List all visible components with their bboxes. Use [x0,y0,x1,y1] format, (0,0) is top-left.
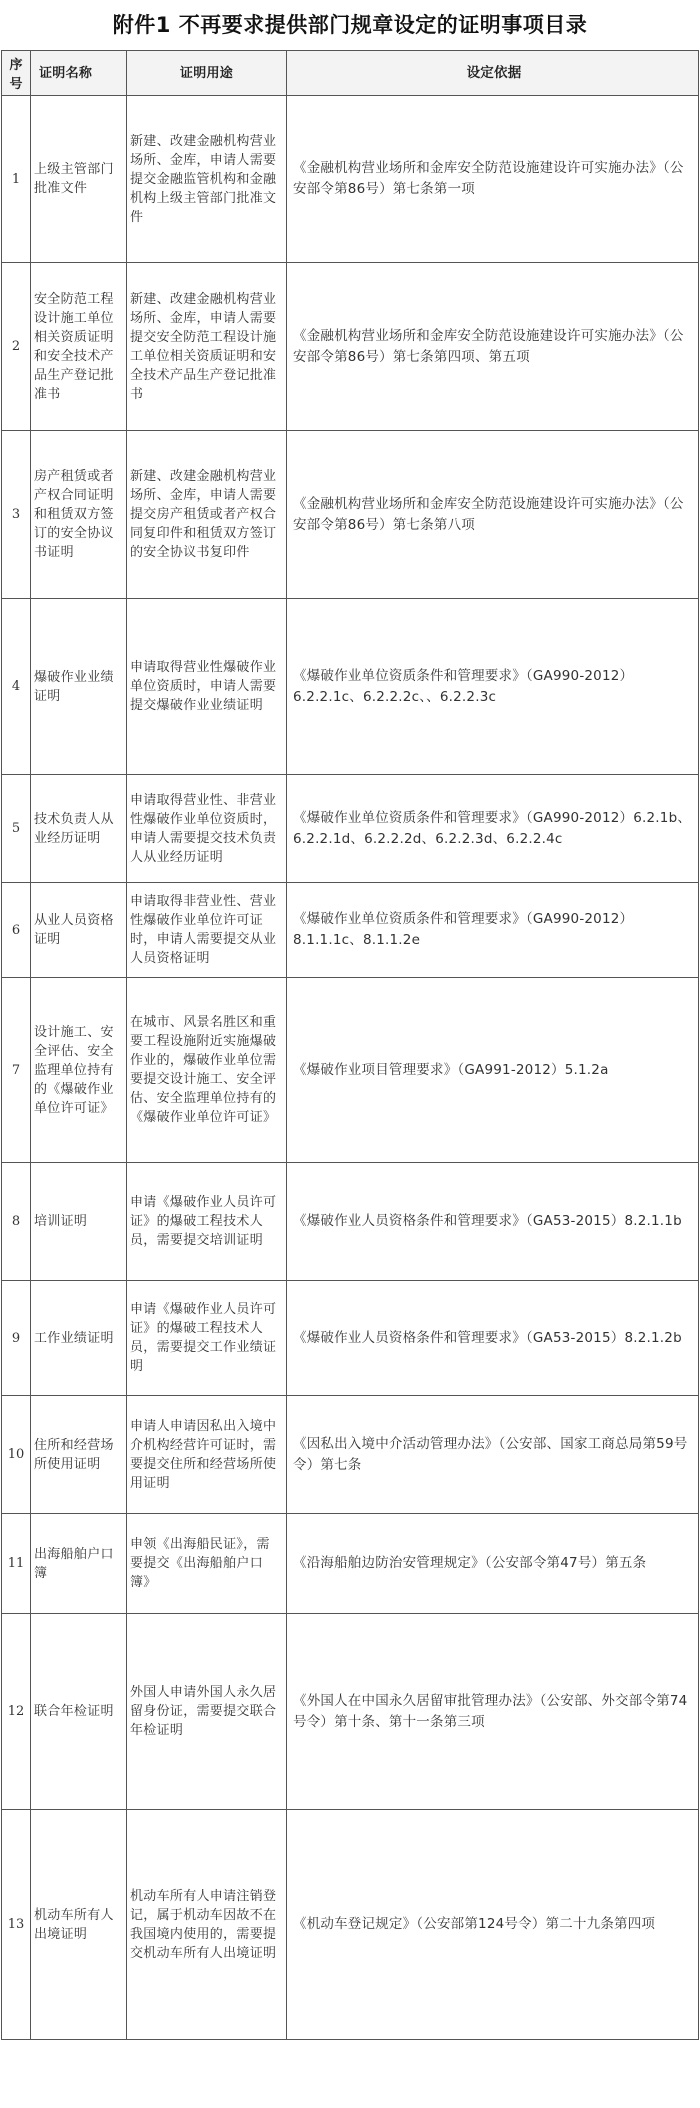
row-legal-basis: 《爆破作业项目管理要求》（GA991-2012）5.1.2a [287,978,699,1163]
row-certificate-use: 申请取得非营业性、营业性爆破作业单位许可证时，申请人需要提交从业人员资格证明 [127,883,287,978]
header-certificate-use: 证明用途 [127,51,287,96]
row-certificate-name: 机动车所有人出境证明 [31,1810,127,2040]
table-row [2,1614,699,1810]
row-certificate-name: 技术负责人从业经历证明 [31,775,127,883]
row-number: 13 [2,1810,31,2040]
row-certificate-name: 房产租赁或者产权合同证明和租赁双方签订的安全协议书证明 [31,431,127,599]
row-certificate-use: 外国人申请外国人永久居留身份证，需要提交联合年检证明 [127,1614,287,1810]
row-certificate-use: 新建、改建金融机构营业场所、金库，申请人需要提交房产租赁或者产权合同复印件和租赁双方签订的安全协议书复印件 [127,431,287,599]
row-number: 1 [2,96,31,263]
row-number: 10 [2,1396,31,1514]
row-legal-basis: 《爆破作业单位资质条件和管理要求》（GA990-2012）8.1.1.1c、8.1.1.2e [287,883,699,978]
header-serial-number: 序号 [2,51,31,96]
table-row [2,1810,699,2040]
row-number: 12 [2,1614,31,1810]
row-legal-basis: 《爆破作业单位资质条件和管理要求》（GA990-2012）6.2.1b、6.2.2.1d、6.2.2.2d、6.2.2.3d、6.2.2.4c [287,775,699,883]
row-number: 7 [2,978,31,1163]
table-row [2,263,699,431]
row-certificate-name: 出海船舶户口簿 [31,1514,127,1614]
row-certificate-use: 申请取得营业性、非营业性爆破作业单位资质时，申请人需要提交技术负责人从业经历证明 [127,775,287,883]
row-certificate-use: 申请《爆破作业人员许可证》的爆破工程技术人员，需要提交工作业绩证明 [127,1281,287,1396]
table-row [2,775,699,883]
row-number: 2 [2,263,31,431]
header-legal-basis: 设定依据 [287,51,699,96]
row-certificate-use: 申领《出海船民证》，需要提交《出海船舶户口簿》 [127,1514,287,1614]
row-certificate-use: 申请人申请因私出入境中介机构经营许可证时，需要提交住所和经营场所使用证明 [127,1396,287,1514]
document-title: 附件1 不再要求提供部门规章设定的证明事项目录 [112,13,588,37]
table-row [2,1281,699,1396]
row-certificate-name: 设计施工、安全评估、安全监理单位持有的《爆破作业单位许可证》 [31,978,127,1163]
row-legal-basis: 《爆破作业单位资质条件和管理要求》（GA990-2012）6.2.2.1c、6.2.2.2c、、6.2.2.3c [287,599,699,775]
table-row [2,431,699,599]
row-number: 4 [2,599,31,775]
table-row [2,96,699,263]
table-header-row [2,51,699,96]
row-legal-basis: 《金融机构营业场所和金库安全防范设施建设许可实施办法》（公安部令第86号）第七条第八项 [287,431,699,599]
row-legal-basis: 《爆破作业人员资格条件和管理要求》（GA53-2015）8.2.1.1b [287,1163,699,1281]
row-certificate-name: 爆破作业业绩证明 [31,599,127,775]
table-row [2,1514,699,1614]
table-row [2,1396,699,1514]
row-number: 6 [2,883,31,978]
row-certificate-name: 住所和经营场所使用证明 [31,1396,127,1514]
row-certificate-use: 申请《爆破作业人员许可证》的爆破工程技术人员，需要提交培训证明 [127,1163,287,1281]
table-row [2,599,699,775]
row-certificate-name: 从业人员资格证明 [31,883,127,978]
row-number: 11 [2,1514,31,1614]
row-legal-basis: 《外国人在中国永久居留审批管理办法》（公安部、外交部令第74号令）第十条、第十一条第三项 [287,1614,699,1810]
row-legal-basis: 《沿海船舶边防治安管理规定》（公安部令第47号）第五条 [287,1514,699,1614]
row-certificate-use: 机动车所有人申请注销登记，属于机动车因故不在我国境内使用的，需要提交机动车所有人出境证明 [127,1810,287,2040]
header-certificate-name: 证明名称 [31,51,127,96]
row-number: 3 [2,431,31,599]
certificate-table [1,50,699,2040]
table-row [2,883,699,978]
table-row [2,1163,699,1281]
row-certificate-use: 在城市、风景名胜区和重要工程设施附近实施爆破作业的，爆破作业单位需要提交设计施工、安全评估、安全监理单位持有的《爆破作业单位许可证》 [127,978,287,1163]
row-certificate-use: 新建、改建金融机构营业场所、金库，申请人需要提交金融监管机构和金融机构上级主管部门批准文件 [127,96,287,263]
row-certificate-use: 新建、改建金融机构营业场所、金库，申请人需要提交安全防范工程设计施工单位相关资质证明和安全技术产品生产登记批准书 [127,263,287,431]
table-row [2,978,699,1163]
row-legal-basis: 《金融机构营业场所和金库安全防范设施建设许可实施办法》（公安部令第86号）第七条第四项、第五项 [287,263,699,431]
row-number: 9 [2,1281,31,1396]
row-legal-basis: 《爆破作业人员资格条件和管理要求》（GA53-2015）8.2.1.2b [287,1281,699,1396]
row-certificate-use: 申请取得营业性爆破作业单位资质时，申请人需要提交爆破作业业绩证明 [127,599,287,775]
row-number: 5 [2,775,31,883]
row-certificate-name: 培训证明 [31,1163,127,1281]
row-legal-basis: 《因私出入境中介活动管理办法》（公安部、国家工商总局第59号令）第七条 [287,1396,699,1514]
row-certificate-name: 工作业绩证明 [31,1281,127,1396]
row-number: 8 [2,1163,31,1281]
row-legal-basis: 《金融机构营业场所和金库安全防范设施建设许可实施办法》（公安部令第86号）第七条第一项 [287,96,699,263]
row-certificate-name: 安全防范工程设计施工单位相关资质证明和安全技术产品生产登记批准书 [31,263,127,431]
row-legal-basis: 《机动车登记规定》（公安部第124号令）第二十九条第四项 [287,1810,699,2040]
row-certificate-name: 联合年检证明 [31,1614,127,1810]
row-certificate-name: 上级主管部门批准文件 [31,96,127,263]
